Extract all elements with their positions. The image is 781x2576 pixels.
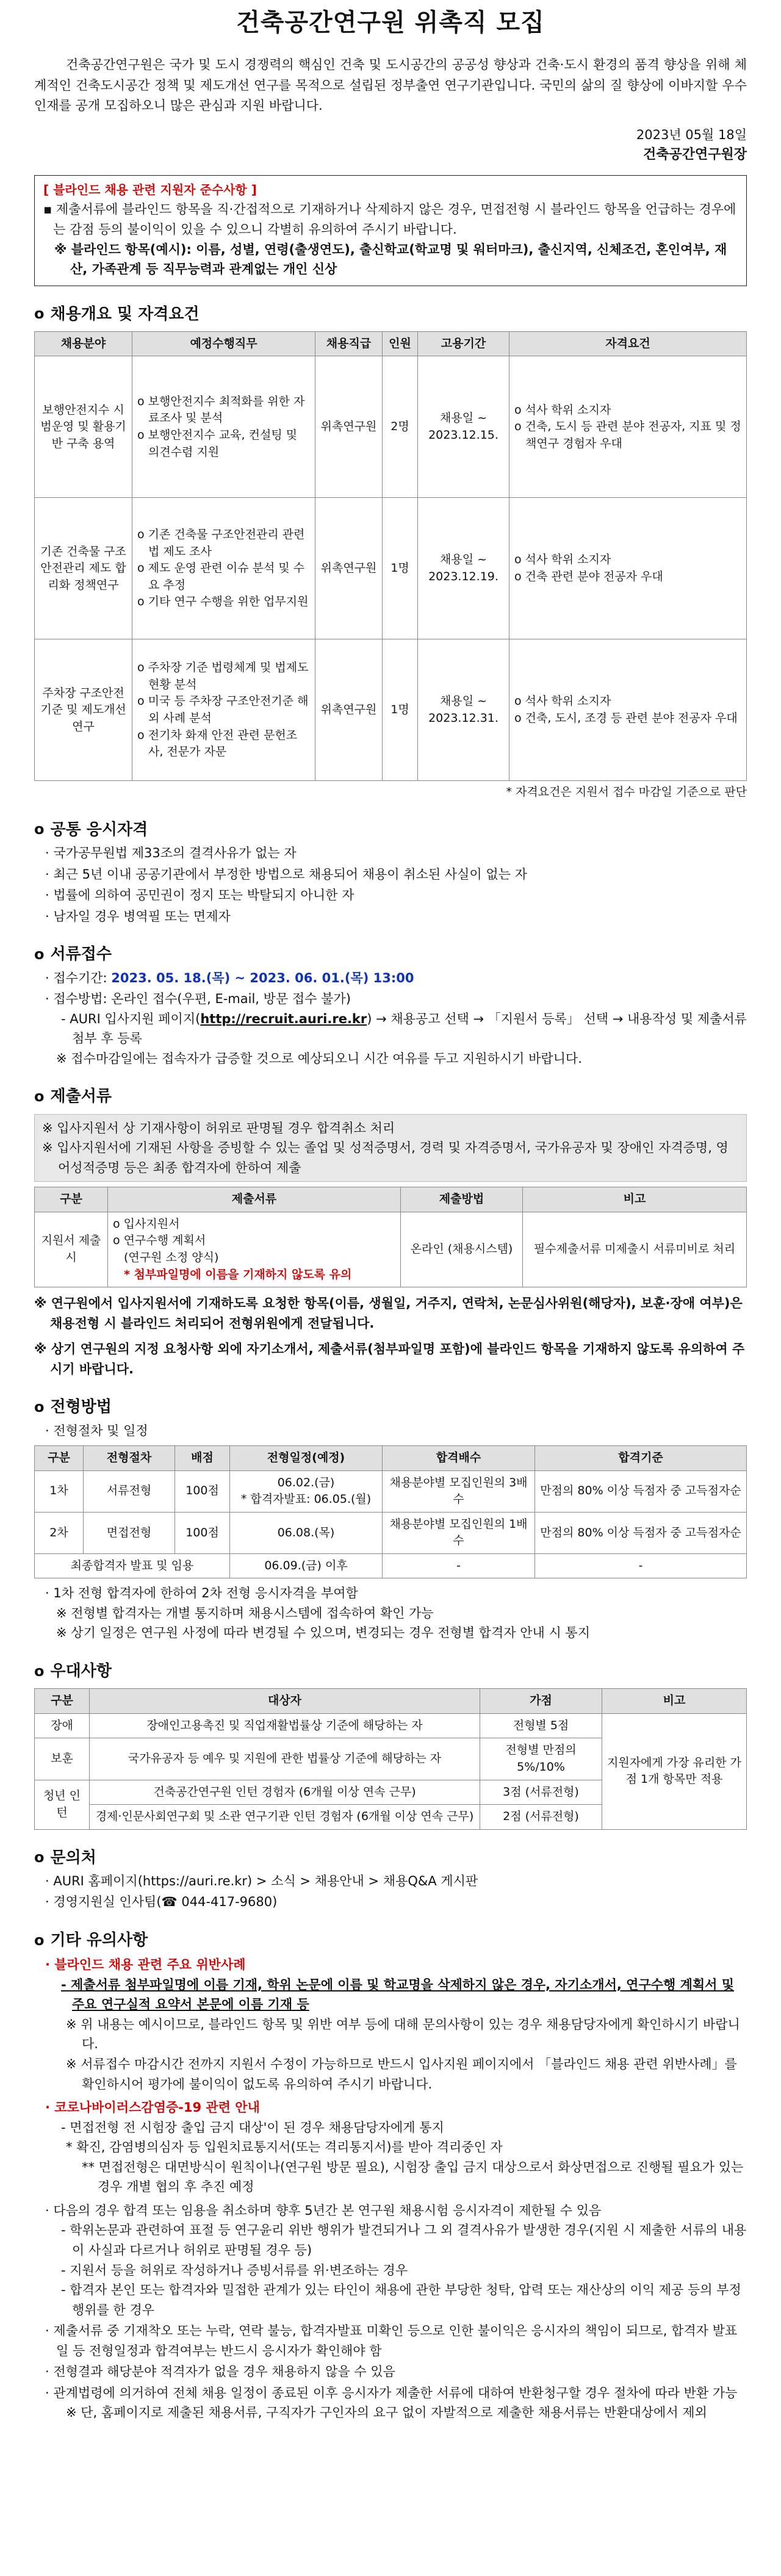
misc-item: · 제출서류 중 기재착오 또는 누락, 연락 불능, 합격자발표 미확인 등으로 인한 불이익은 응시자의 책임이 되므로, 합격자 발표일 등 전형일정과 합격여부는 반드시 응시자가 확인해야 함 <box>45 2323 738 2358</box>
column-header: 자격요건 <box>509 331 747 356</box>
column-header: 제출방법 <box>401 1187 523 1212</box>
covid-note: ** 면접전형은 대면방식이 원칙이나(연구원 방문 필요), 시험장 출입 금지 대상으로서 화상면접으로 진행될 필요가 있는 경우 개별 협의 후 추진 예정 <box>82 2159 744 2195</box>
pref-category: 장애 <box>35 1713 90 1738</box>
steps-suffix: ) → 채용공고 선택 → 「지원서 등록」 선택 → 내용작성 및 제출서류 첨부 후 등록 <box>72 1011 747 1046</box>
blind-notice-line: ▪ 제출서류에 블라인드 항목을 직·간접적으로 기재하거나 삭제하지 않은 경우, 면접전형 시 블라인드 항목을 언급하는 경우에는 감점 등의 불이익이 있을 수 있으니 각별히 유의하여 주시기 바랍니다. <box>43 202 736 237</box>
announce-date: 2023년 05월 18일 <box>636 127 747 142</box>
pref-category: 보훈 <box>35 1738 90 1780</box>
recruit-quals <box>509 639 747 781</box>
section-title: 우대사항 <box>50 1662 112 1681</box>
list-item: o 건축 관련 분야 전공자 우대 <box>514 569 663 583</box>
section-heading-etc <box>34 1928 747 1952</box>
column-header: 채용분야 <box>35 331 132 356</box>
list-item: · 최근 5년 이내 공공기관에서 부정한 방법으로 채용되어 채용이 취소된 사실이 없는 자 <box>45 866 527 882</box>
section-title: 제출서류 <box>50 1087 112 1106</box>
preference-table <box>34 1688 747 1829</box>
section-title: 문의처 <box>50 1848 96 1867</box>
circle-bullet-icon: o <box>34 305 45 323</box>
selection-note: ※ 전형별 합격자는 개별 통지하며 채용시스템에 접속하여 확인 가능 <box>56 1605 434 1621</box>
list-item: o 입사지원서 <box>113 1217 180 1231</box>
documents-table <box>34 1187 747 1287</box>
section-heading-documents <box>34 1084 747 1109</box>
steps-prefix: - AURI 입사지원 페이지( <box>61 1011 201 1026</box>
final-schedule: 06.09.(금) 이후 <box>230 1553 383 1578</box>
cancel-item: - 지원서 등을 허위로 작성하거나 증빙서류를 위·변조하는 경우 <box>61 2262 408 2278</box>
column-header: 가점 <box>480 1689 602 1714</box>
pref-points: 전형별 5점 <box>480 1713 602 1738</box>
final-label: 최종합격자 발표 및 임용 <box>35 1553 230 1578</box>
pref-remark: 지원자에게 가장 유리한 가점 1개 항목만 적용 <box>602 1713 747 1829</box>
table-row <box>35 1470 747 1512</box>
doc-remark: 필수제출서류 미제출시 서류미비로 처리 <box>523 1212 747 1287</box>
column-header: 고용기간 <box>418 331 509 356</box>
list-item: · 법률에 의하여 공민권이 정지 또는 박탈되지 아니한 자 <box>45 888 355 903</box>
blind-warning-note: ※ 상기 연구원의 지정 요청사항 외에 자기소개서, 제출서류(첨부파일명 포함)에 블라인드 항목을 기재하지 않도록 유의하여 주시기 바랍니다. <box>34 1342 745 1376</box>
score-cell: 100점 <box>175 1470 230 1512</box>
documents-notice-box <box>34 1114 747 1182</box>
proc-cell: 서류전형 <box>84 1470 175 1512</box>
section-heading-selection <box>34 1395 747 1419</box>
schedule-date: 06.02.(금) <box>277 1475 335 1489</box>
application-steps <box>34 1009 747 1049</box>
list-item: o 보행안전지수 최적화를 위한 자료조사 및 분석 <box>137 394 305 425</box>
contact-phone: · 경영지원실 인사팀(☎ 044-417-9680) <box>45 1894 278 1910</box>
column-header: 구분 <box>35 1187 108 1212</box>
intro-text: 건축공간연구원은 국가 및 도시 경쟁력의 핵심인 건축 및 도시공간의 공공성 향상과 건축·도시 환경의 품격 향상을 위해 체계적인 건축도시공간 정책 및 제도개선 연구를 목적으로 설립된 정부출연 연구기관입니다. 국민의 삶의 질 향상에 이바지할 우수인재를 공개 모집하오니 많은 관심과 지원 바랍니다. <box>34 57 747 113</box>
table-row <box>35 1212 747 1287</box>
column-header: 인원 <box>383 331 418 356</box>
misc-note: ※ 단, 홈페이지로 제출된 채용서류, 구직자가 구인자의 요구 없이 자발적으로 제출한 채용서류는 반환대상에서 제외 <box>66 2405 707 2420</box>
blind-notice-box <box>34 175 747 286</box>
list-item: o 기존 건축물 구조안전관리 관련 법 제도 조사 <box>137 528 305 558</box>
column-header: 대상자 <box>90 1689 480 1714</box>
section-heading-application <box>34 942 747 966</box>
final-criteria: - <box>535 1553 747 1578</box>
list-item: o 석사 학위 소지자 <box>514 403 611 417</box>
criteria-cell: 만점의 80% 이상 득점자 중 고득점자순 <box>535 1512 747 1553</box>
list-item: o 미국 등 주차장 구조안전기준 해외 사례 분석 <box>137 694 309 725</box>
circle-bullet-icon: o <box>34 821 45 838</box>
list-item: o 건축, 도시 등 관련 분야 전공자, 지표 및 정책연구 경험자 우대 <box>514 420 741 450</box>
doc-category: 지원서 제출 시 <box>35 1212 108 1287</box>
table-row <box>35 639 747 781</box>
column-header: 배점 <box>175 1446 230 1471</box>
blind-notice-items: ※ 블라인드 항목(예시): 이름, 성별, 연령(출생연도), 출신학교(학교명 및 워터마크), 출신지역, 신체조건, 혼인여부, 재산, 가족관계 등 직무능력과 관계없는 개인 신상 <box>54 242 727 277</box>
multiple-cell: 채용분야별 모집인원의 1배수 <box>383 1512 535 1553</box>
cancel-heading: · 다음의 경우 합격 또는 임용을 취소하며 향후 5년간 본 연구원 채용시험 응시자격이 제한될 수 있음 <box>45 2203 602 2218</box>
final-multiple: - <box>383 1553 535 1578</box>
recruit-site-link[interactable]: http://recruit.auri.re.kr <box>200 1011 367 1026</box>
covid-item: - 면접전형 전 시험장 출입 금지 대상'이 된 경우 채용담당자에게 통지 <box>61 2120 444 2135</box>
blind-notice-header: [ 블라인드 채용 관련 지원자 준수사항 ] <box>43 182 257 198</box>
recruit-rank: 위촉연구원 <box>315 639 383 781</box>
circle-bullet-icon: o <box>34 1931 45 1949</box>
recruit-duties <box>132 356 315 498</box>
list-item: (연구원 소정 양식) <box>124 1250 219 1264</box>
list-item: o 건축, 도시, 조경 등 관련 분야 전공자 우대 <box>514 711 738 725</box>
pref-points: 3점 (서류전형) <box>480 1780 602 1805</box>
doc-method: 온라인 (채용시스템) <box>401 1212 523 1287</box>
recruit-table <box>34 331 747 782</box>
list-item: · 남자일 경우 병역필 또는 면제자 <box>45 908 231 924</box>
recruit-period: 채용일 ~ 2023.12.15. <box>418 356 509 498</box>
misc-item: · 전형결과 해당분야 적격자가 없을 경우 채용하지 않을 수 있음 <box>45 2364 395 2380</box>
pref-points: 전형별 만점의 5%/10% <box>480 1738 602 1780</box>
selection-note: · 1차 전형 합격자에 한하여 2차 전형 응시자격을 부여함 <box>45 1586 358 1601</box>
recruit-period: 채용일 ~ 2023.12.19. <box>418 498 509 639</box>
step-cell: 2차 <box>35 1512 84 1553</box>
circle-bullet-icon: o <box>34 1398 45 1416</box>
pref-target: 건축공간연구원 인턴 경험자 (6개월 이상 연속 근무) <box>90 1780 480 1805</box>
pref-target: 장애인고용촉진 및 직업재활법률상 기준에 해당하는 자 <box>90 1713 480 1738</box>
selection-table <box>34 1445 747 1578</box>
qualification-note: * 자격요건은 지원서 접수 마감일 기준으로 판단 <box>506 785 747 799</box>
recruit-period: 채용일 ~ 2023.12.31. <box>418 639 509 781</box>
list-item: o 주차장 기준 법령체계 및 법제도 현황 분석 <box>137 661 309 691</box>
schedule-cell: 06.08.(목) <box>230 1512 383 1553</box>
column-header: 예정수행직무 <box>132 331 315 356</box>
schedule-cell <box>230 1470 383 1512</box>
section-title: 전형방법 <box>50 1398 112 1417</box>
recruit-quals <box>509 498 747 639</box>
blind-violation-detail: - 제출서류 첨부파일명에 이름 기재, 학위 논문에 이름 및 학교명을 삭제하지 않은 경우, 자기소개서, 연구수행 계획서 및 주요 연구실적 요약서 본문에 이름 기재 등 <box>61 1977 735 2012</box>
section-heading-overview <box>34 302 747 326</box>
multiple-cell: 채용분야별 모집인원의 3배수 <box>383 1470 535 1512</box>
section-heading-preference <box>34 1659 747 1683</box>
table-header-row <box>35 1187 747 1212</box>
table-header-row <box>35 1689 747 1714</box>
section-heading-eligibility <box>34 818 747 842</box>
misc-item: · 관계법령에 의거하여 전체 채용 일정이 종료된 이후 응시자가 제출한 서류에 대하여 반환청구할 경우 절차에 따라 반환 가능 <box>45 2385 738 2400</box>
cancel-item: - 학위논문과 관련하여 표절 등 연구윤리 위반 행위가 발견되거나 그 외 결격사유가 발생한 경우(지원 시 제출한 서류의 내용이 사실과 다르거나 허위로 판명될 경우 등) <box>61 2223 747 2258</box>
table-row <box>35 498 747 639</box>
section-title: 기타 유의사항 <box>50 1931 148 1949</box>
score-cell: 100점 <box>175 1512 230 1553</box>
notice-line: ※ 입사지원서 상 기재사항이 허위로 판명될 경우 합격취소 처리 <box>42 1120 395 1135</box>
pref-points: 2점 (서류전형) <box>480 1805 602 1830</box>
table-header-row <box>35 331 747 356</box>
table-row <box>35 1512 747 1553</box>
column-header: 비고 <box>602 1689 747 1714</box>
signer: 건축공간연구원장 <box>642 147 747 163</box>
section-title: 공통 응시자격 <box>50 820 148 839</box>
recruit-rank: 위촉연구원 <box>315 356 383 498</box>
recruit-count: 2명 <box>383 356 418 498</box>
blind-violation-note: ※ 위 내용는 예시이므로, 블라인드 항목 및 위반 여부 등에 대해 문의사항이 있는 경우 채용담당자에게 확인하시기 바랍니다. <box>66 2017 740 2052</box>
column-header: 채용직급 <box>315 331 383 356</box>
contact-homepage: · AURI 홈페이지(https://auri.re.kr) > 소식 > 채용안내 > 채용Q&A 게시판 <box>45 1873 478 1888</box>
selection-subtitle: · 전형절차 및 일정 <box>45 1423 148 1438</box>
period-value: 2023. 05. 18.(목) ~ 2023. 06. 01.(목) 13:00 <box>111 970 414 985</box>
schedule-announce: * 합격자발표: 06.05.(월) <box>240 1492 372 1506</box>
recruit-field: 주차장 구조안전기준 및 제도개선 연구 <box>35 639 132 781</box>
recruit-field: 보행안전지수 시범운영 및 활용기반 구축 용역 <box>35 356 132 498</box>
section-title: 채용개요 및 자격요건 <box>50 304 200 323</box>
pref-target: 경제·인문사회연구회 및 소관 연구기관 인턴 경험자 (6개월 이상 연속 근무) <box>90 1805 480 1830</box>
recruit-duties <box>132 639 315 781</box>
covid-heading: · 코로나바이러스감염증-19 관련 안내 <box>45 2100 260 2115</box>
pref-target: 국가유공자 등 예우 및 지원에 관한 법률상 기준에 해당하는 자 <box>90 1738 480 1780</box>
column-header: 합격기준 <box>535 1446 747 1471</box>
step-cell: 1차 <box>35 1470 84 1512</box>
table-row <box>35 356 747 498</box>
recruit-field: 기존 건축물 구조안전관리 제도 합리화 정책연구 <box>35 498 132 639</box>
list-item: · 국가공무원법 제33조의 결격사유가 없는 자 <box>45 846 297 861</box>
doc-list <box>108 1212 401 1287</box>
column-header: 비고 <box>523 1187 747 1212</box>
proc-cell: 면접전형 <box>84 1512 175 1553</box>
list-item: o 석사 학위 소지자 <box>514 553 611 567</box>
selection-note: ※ 상기 일정은 연구원 사정에 따라 변경될 수 있으며, 변경되는 경우 전형별 합격자 안내 시 통지 <box>56 1625 590 1641</box>
criteria-cell: 만점의 80% 이상 득점자 중 고득점자순 <box>535 1470 747 1512</box>
column-header: 구분 <box>35 1689 90 1714</box>
application-method: · 접수방법: 온라인 접수(우편, E-mail, 방문 접수 불가) <box>45 991 351 1007</box>
section-title: 서류접수 <box>50 945 112 964</box>
column-header: 전형절차 <box>84 1446 175 1471</box>
recruit-rank: 위촉연구원 <box>315 498 383 639</box>
table-row <box>35 1713 747 1738</box>
circle-bullet-icon: o <box>34 1849 45 1866</box>
application-period <box>34 968 747 988</box>
column-header: 구분 <box>35 1446 84 1471</box>
table-header-row <box>35 1446 747 1471</box>
blind-violation-note: ※ 서류접수 마감시간 전까지 지원서 수정이 가능하므로 반드시 입사지원 페이지에서 「블라인드 채용 관련 위반사례」를 확인하시어 평가에 불이익이 없도록 유의하여 주시기 바랍니다. <box>66 2057 737 2092</box>
blind-violation-heading: · 블라인드 채용 관련 주요 위반사례 <box>45 1957 246 1973</box>
list-item: o 제도 운영 관련 이슈 분석 및 수요 추정 <box>137 561 305 592</box>
circle-bullet-icon: o <box>34 945 45 963</box>
circle-bullet-icon: o <box>34 1087 45 1105</box>
application-note: ※ 접수마감일에는 접속자가 급증할 것으로 예상되오니 시간 여유를 두고 지원하시기 바랍니다. <box>56 1051 582 1066</box>
list-item: o 기타 연구 수행을 위한 업무지원 <box>137 595 309 609</box>
table-row <box>35 1553 747 1578</box>
column-header: 합격배수 <box>383 1446 535 1471</box>
notice-line: ※ 입사지원서에 기재된 사항을 증빙할 수 있는 졸업 및 성적증명서, 경력 및 자격증명서, 국가유공자 및 장애인 자격증명, 영어성적증명 등은 최종 합격자에 한하여 제출 <box>42 1140 729 1175</box>
pref-category: 청년 인턴 <box>35 1780 90 1829</box>
page-title: 건축공간연구원 위촉직 모집 <box>236 9 545 37</box>
recruit-quals <box>509 356 747 498</box>
circle-bullet-icon: o <box>34 1662 45 1680</box>
recruit-count: 1명 <box>383 498 418 639</box>
cancel-item: - 합격자 본인 또는 합격자와 밀접한 관계가 있는 타인이 채용에 관한 부당한 청탁, 압력 또는 재산상의 이익 제공 등의 부정행위를 한 경우 <box>61 2283 741 2317</box>
list-item: o 보행안전지수 교육, 컨설팅 및 의견수렴 지원 <box>137 428 298 459</box>
filename-warning: * 첨부파일명에 이름을 기재하지 않도록 유의 <box>124 1267 352 1281</box>
column-header: 제출서류 <box>108 1187 401 1212</box>
column-header: 전형일정(예정) <box>230 1446 383 1471</box>
section-heading-contact <box>34 1846 747 1870</box>
list-item: o 전기차 화재 안전 관련 문헌조사, 전문가 자문 <box>137 728 298 759</box>
recruit-duties <box>132 498 315 639</box>
recruit-count: 1명 <box>383 639 418 781</box>
blind-process-note: ※ 연구원에서 입사지원서에 기재하도록 요청한 항목(이름, 생월일, 거주지, 연락처, 논문심사위원(해당자), 보훈·장애 여부)은 채용전형 시 블라인드 처리되어 전형위원에게 전달됩니다. <box>34 1296 743 1331</box>
period-label: · 접수기간: <box>45 970 112 985</box>
covid-note: * 확진, 감염병의심자 등 입원치료통지서(또는 격리통지서)를 받아 격리중인 자 <box>66 2140 503 2155</box>
list-item: o 석사 학위 소지자 <box>514 694 611 708</box>
list-item: o 연구수행 계획서 <box>113 1234 206 1248</box>
